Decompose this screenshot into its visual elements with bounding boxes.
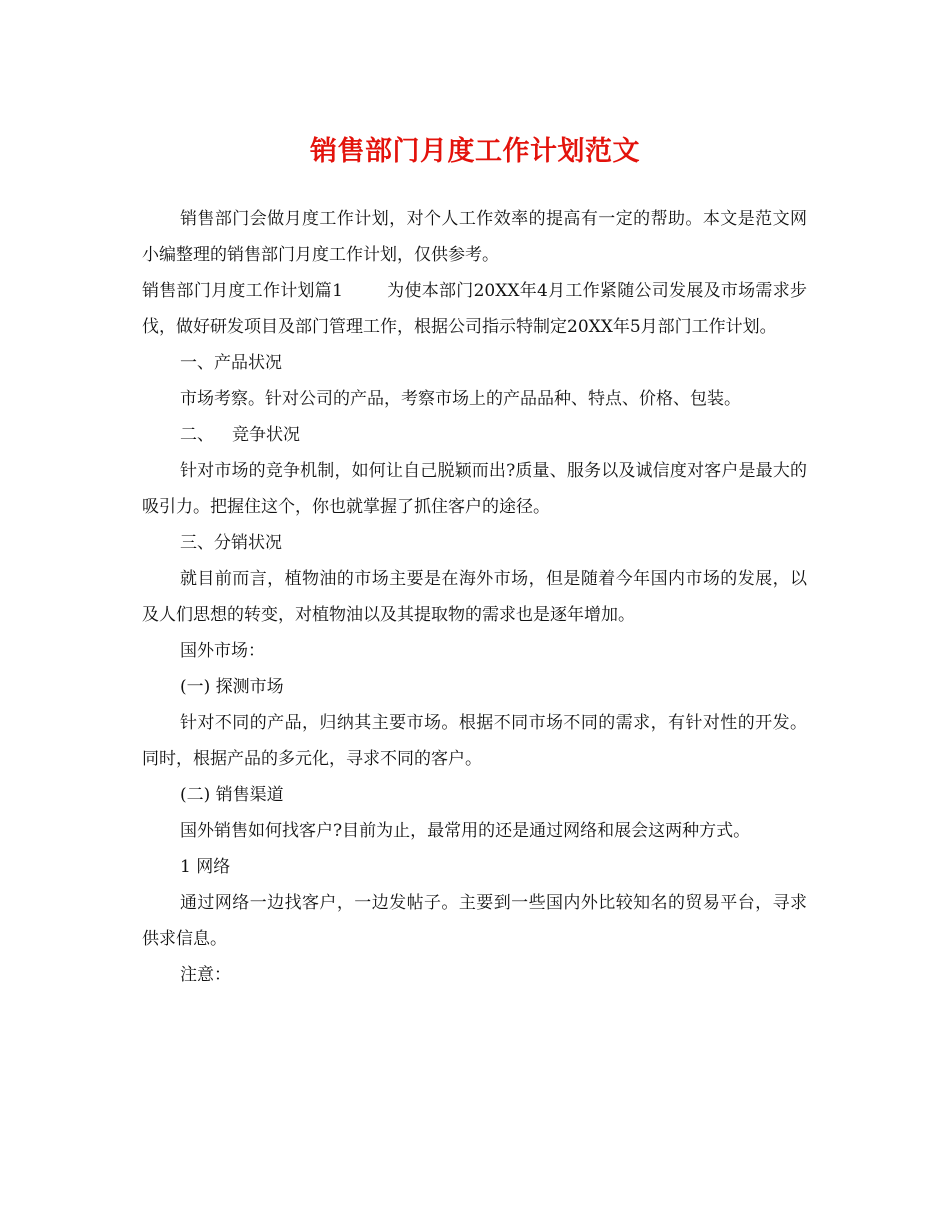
document-title: 销售部门月度工作计划范文 xyxy=(310,136,640,167)
paragraph-sales-channel: 国外销售如何找客户?目前为止，最常用的还是通过网络和展会这两种方式。 xyxy=(180,821,751,841)
paragraph-product-status: 市场考察。针对公司的产品，考察市场上的产品品种、特点、价格、包装。 xyxy=(180,389,741,409)
heading-note: 注意： xyxy=(180,965,231,985)
heading-distribution-status: 三、分销状况 xyxy=(180,533,282,553)
heading-foreign-market: 国外市场： xyxy=(180,641,265,661)
heading-network: 1 网络 xyxy=(180,857,231,877)
heading-explore-market: (一) 探测市场 xyxy=(180,677,284,697)
heading-competition-number: 二、 xyxy=(180,425,214,445)
paragraph-explore-market: 针对不同的产品，归纳其主要市场。根据不同市场不同的需求，有针对性的开发。同时，根据产品的多元化，寻求不同的客户。 xyxy=(142,713,807,769)
heading-product-status: 一、产品状况 xyxy=(180,353,282,373)
heading-competition-text: 竞争状况 xyxy=(232,425,300,445)
heading-competition-status xyxy=(142,417,807,453)
paragraph-intro: 销售部门会做月度工作计划，对个人工作效率的提高有一定的帮助。本文是范文网小编整理的销售部门月度工作计划，仅供参考。 xyxy=(142,209,807,265)
paragraph-distribution-status: 就目前而言，植物油的市场主要是在海外市场，但是随着今年国内市场的发展，以及人们思想的转变，对植物油以及其提取物的需求也是逐年增加。 xyxy=(142,569,807,625)
paragraph-plan xyxy=(142,273,807,345)
plan-label: 销售部门月度工作计划篇1 xyxy=(142,281,343,301)
heading-sales-channel: (二) 销售渠道 xyxy=(180,785,284,805)
document-body xyxy=(142,201,807,993)
paragraph-competition-status: 针对市场的竞争机制，如何让自己脱颖而出?质量、服务以及诚信度对客户是最大的吸引力。把握住这个，你也就掌握了抓住客户的途径。 xyxy=(142,461,807,517)
plan-text: 为使本部门20XX年4月工作紧随公司发展及市场需求步伐，做好研发项目及部门管理工作，根据公司指示特制定20XX年5月部门工作计划。 xyxy=(142,281,807,337)
paragraph-network: 通过网络一边找客户，一边发帖子。主要到一些国内外比较知名的贸易平台，寻求供求信息。 xyxy=(142,893,807,949)
